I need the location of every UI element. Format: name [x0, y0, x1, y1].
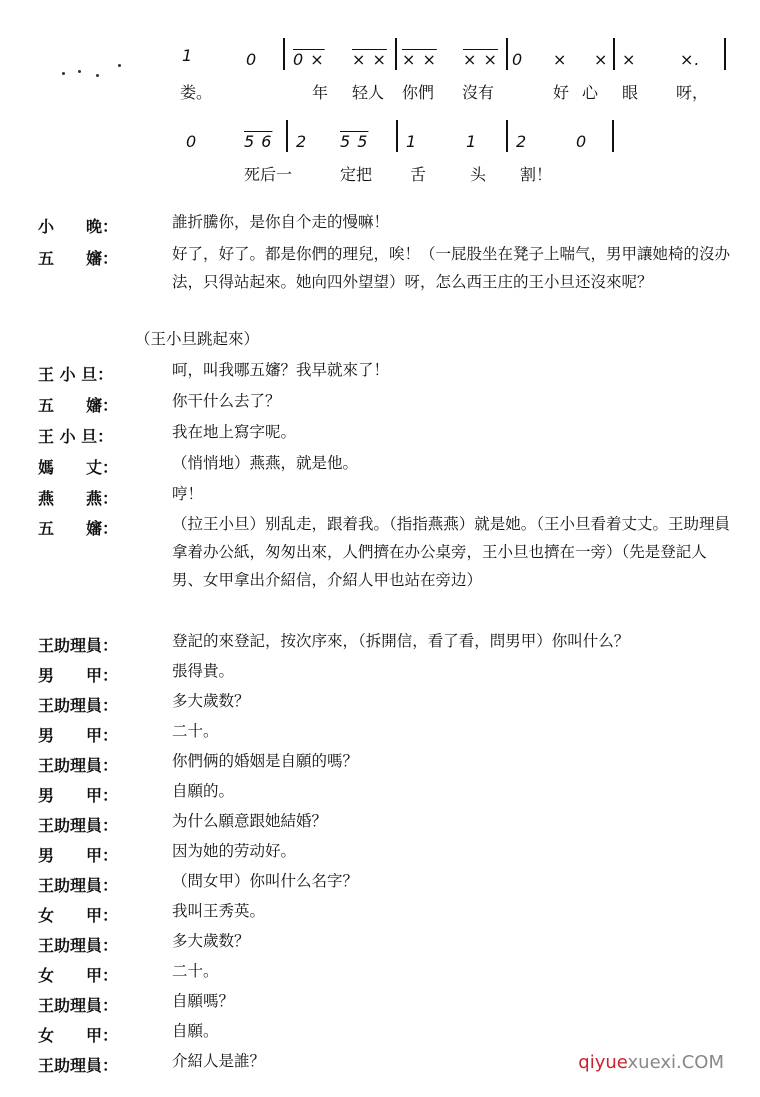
note: 1	[466, 132, 478, 151]
speaker-name: 王助理員：	[38, 996, 119, 1015]
bar-line	[613, 38, 615, 70]
lyric: 心	[582, 83, 599, 102]
ink-speck	[78, 70, 81, 73]
ink-speck	[96, 74, 99, 77]
lyric: 定把	[340, 165, 373, 184]
note: × ×	[402, 50, 437, 69]
spoken-line: 你干什么去了？	[172, 392, 281, 410]
spoken-line: 二十。	[172, 962, 219, 980]
speaker-name: 王助理員：	[38, 696, 119, 715]
spoken-line: （悄悄地）燕燕，就是他。	[172, 454, 359, 472]
speaker-name: 五 嬸：	[38, 396, 119, 415]
speaker-name: 王 小 旦：	[38, 427, 114, 446]
speaker-name: 五 嬸：	[38, 249, 119, 268]
bar-line	[612, 120, 614, 152]
speaker-name: 男 甲：	[38, 786, 119, 805]
note: 5 6	[244, 132, 273, 151]
speaker-name: 女 甲：	[38, 966, 119, 985]
spoken-line: （問女甲）你叫什么名字？	[172, 872, 359, 890]
spoken-line: 介紹人是誰？	[172, 1052, 266, 1070]
lyric: 好	[553, 83, 570, 102]
bar-line	[286, 120, 288, 152]
bar-line	[283, 38, 285, 70]
spoken-line: 二十。	[172, 722, 219, 740]
speaker-name: 男 甲：	[38, 666, 119, 685]
note: 0	[576, 132, 588, 151]
note: 2	[516, 132, 528, 151]
ink-speck	[62, 72, 65, 75]
speaker-name: 王助理員：	[38, 936, 119, 955]
spoken-line: 多大歲数？	[172, 932, 250, 950]
note: × ×	[463, 50, 498, 69]
lyric: 呀，	[676, 83, 709, 102]
lyric: 沒有	[462, 83, 495, 102]
music-score	[0, 0, 760, 200]
speaker-name: 王助理員：	[38, 1056, 119, 1075]
bar-line	[724, 38, 726, 70]
spoken-line: 我在地上寫字呢。	[172, 423, 297, 441]
bar-line	[506, 120, 508, 152]
watermark-middle: xuexi	[627, 1052, 676, 1073]
lyric: 割！	[520, 165, 553, 184]
site-watermark	[578, 1052, 724, 1073]
spoken-line: 自願嗎？	[172, 992, 235, 1010]
spoken-line: 为什么願意跟她結婚？	[172, 812, 328, 830]
spoken-line: 張得貴。	[172, 662, 235, 680]
spoken-line: （拉王小旦）别乱走，跟着我。（指指燕燕）就是她。（王小旦看着丈丈。王助理員拿着办公紙，匆匆出來，人們擠在办公桌旁，王小旦也擠在一旁）（先是登記人男、女甲拿出介紹信，介紹人甲也站在旁边）	[172, 515, 731, 589]
watermark-prefix: qiyue	[578, 1052, 628, 1073]
note: ×.	[680, 50, 701, 69]
spoken-line: 因为她的劳动好。	[172, 842, 297, 860]
speaker-name: 女 甲：	[38, 906, 119, 925]
speaker-name: 王助理員：	[38, 816, 119, 835]
lyric: 死后一	[244, 165, 293, 184]
note: 0	[186, 132, 198, 151]
spoken-line: 自願。	[172, 1022, 219, 1040]
lyric: 娄。	[180, 83, 213, 102]
spoken-line: 多大歲数？	[172, 692, 250, 710]
spoken-line: 登記的來登記，按次序來，（拆開信，看了看，問男甲）你叫什么？	[172, 632, 630, 650]
stage-direction: （王小旦跳起來）	[135, 330, 260, 348]
spoken-line: 好了，好了。都是你們的理兒，唉！（一屁股坐在凳子上喘气，男甲讓她椅的沒办法，只得站起來。她向四外望望）呀，怎么西王庄的王小旦还沒來呢？	[172, 245, 731, 291]
ink-speck	[118, 64, 121, 67]
lyric: 年	[312, 83, 329, 102]
note: ×	[622, 50, 637, 69]
note: 1	[406, 132, 418, 151]
speaker-name: 王 小 旦：	[38, 365, 114, 384]
note: 1	[182, 46, 194, 65]
note: 2	[296, 132, 308, 151]
spoken-line: 哼！	[172, 485, 204, 503]
note: 0	[246, 50, 258, 69]
speaker-name: 男 甲：	[38, 846, 119, 865]
speaker-name: 王助理員：	[38, 876, 119, 895]
spoken-line: 你們俩的婚姻是自願的嗎？	[172, 752, 359, 770]
speaker-name: 媽 丈：	[38, 458, 119, 477]
spoken-line: 我叫王秀英。	[172, 902, 266, 920]
bar-line	[506, 38, 508, 70]
lyric: 舌	[410, 165, 427, 184]
note: 0 ×	[293, 50, 325, 69]
note: 0	[512, 50, 524, 69]
spoken-line: 自願的。	[172, 782, 235, 800]
lyric: 你們	[402, 83, 435, 102]
bar-line	[396, 120, 398, 152]
note: 5 5	[340, 132, 369, 151]
speaker-name: 女 甲：	[38, 1026, 119, 1045]
lyric: 轻人	[352, 83, 385, 102]
speaker-name: 王助理員：	[38, 756, 119, 775]
note: ×	[594, 50, 609, 69]
lyric: 头	[470, 165, 487, 184]
speaker-name: 男 甲：	[38, 726, 119, 745]
lyric: 眼	[622, 83, 639, 102]
speaker-name: 王助理員：	[38, 636, 119, 655]
note: × ×	[352, 50, 387, 69]
spoken-line: 呵，叫我哪五嬸？我早就來了！	[172, 361, 390, 379]
watermark-suffix: .COM	[676, 1052, 724, 1073]
spoken-line: 誰折騰你，是你自个走的慢嘛！	[172, 213, 390, 231]
speaker-name: 五 嬸：	[38, 519, 119, 538]
bar-line	[395, 38, 397, 70]
speaker-name: 燕 燕：	[38, 489, 119, 508]
note: ×	[553, 50, 568, 69]
speaker-name: 小 晚：	[38, 217, 119, 236]
